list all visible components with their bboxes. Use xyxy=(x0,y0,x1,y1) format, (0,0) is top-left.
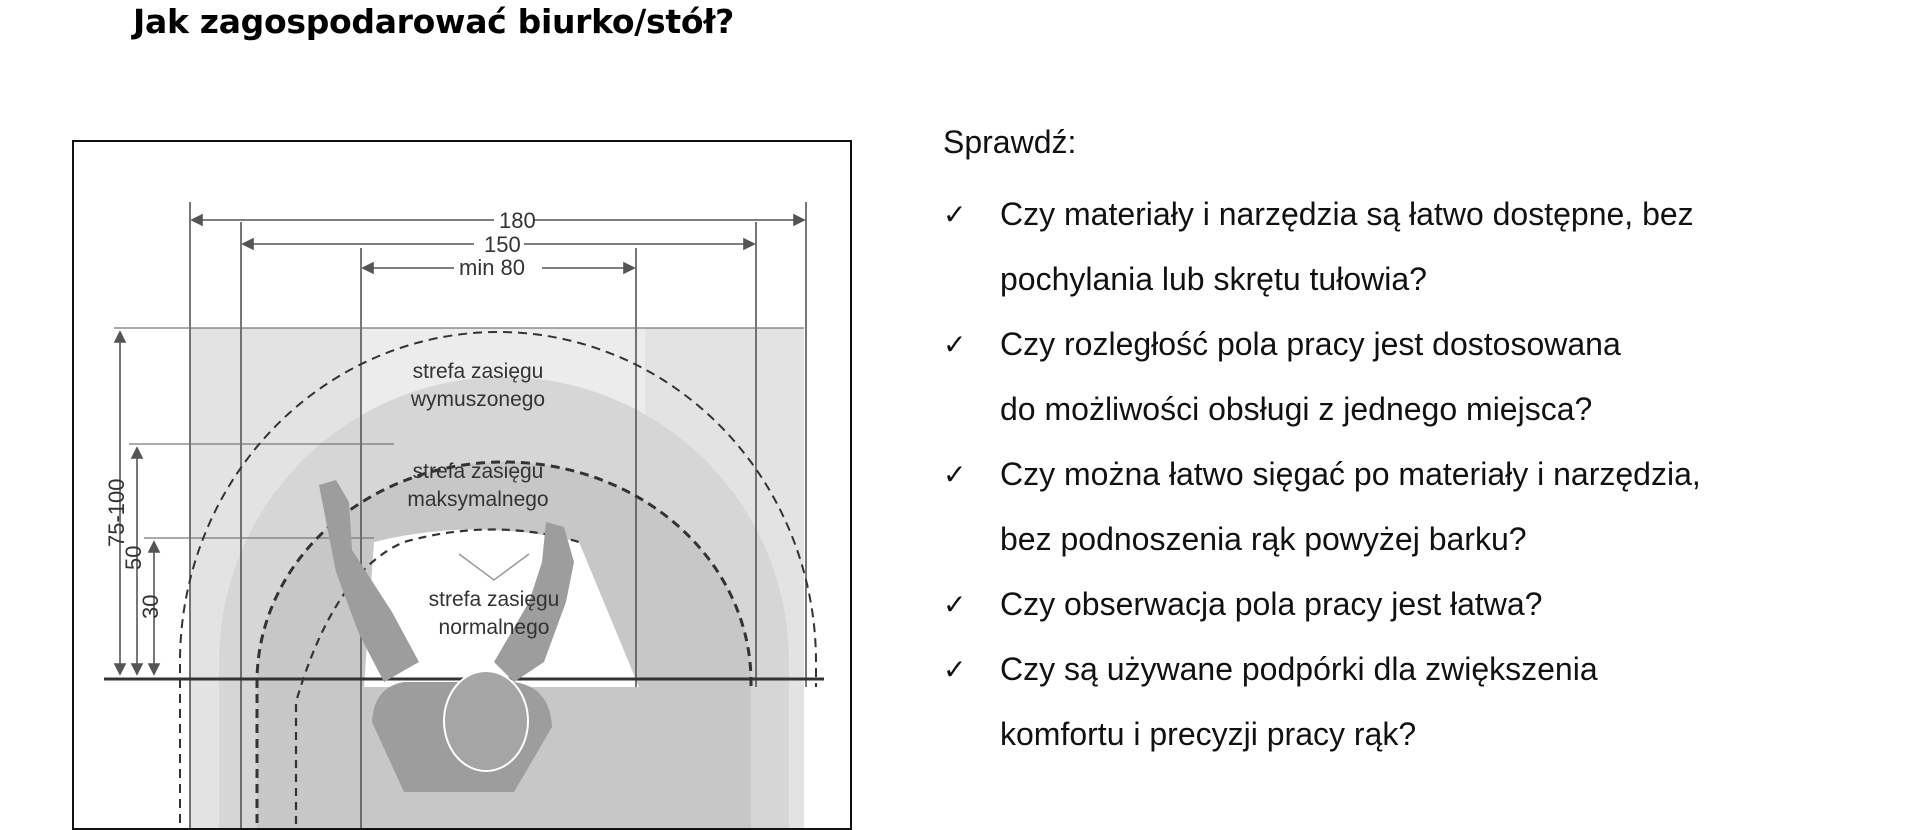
checklist-panel xyxy=(943,118,1843,767)
label-30: 30 xyxy=(138,595,163,619)
checklist-item-line: Czy rozległość pola pracy jest dostosowana xyxy=(1000,312,1621,377)
checklist-item-line: pochylania lub skrętu tułowia? xyxy=(1000,247,1694,312)
label-150: 150 xyxy=(484,232,521,257)
checklist-item-line: do możliwości obsługi z jednego miejsca? xyxy=(1000,377,1621,442)
checklist-item-line: bez podnoszenia rąk powyżej barku? xyxy=(1000,507,1701,572)
label-min80: min 80 xyxy=(459,255,525,280)
check-icon: ✓ xyxy=(943,442,1000,507)
check-icon: ✓ xyxy=(943,182,1000,247)
zone-labels xyxy=(407,360,559,639)
checklist-item xyxy=(943,312,1843,442)
zone-maximal-line2: maksymalnego xyxy=(407,488,548,511)
workspace-reach-diagram xyxy=(72,140,852,830)
checklist-item-line: Czy obserwacja pola pracy jest łatwa? xyxy=(1000,572,1542,637)
check-icon: ✓ xyxy=(943,572,1000,637)
checklist-item xyxy=(943,442,1843,572)
zone-forced-line1: strefa zasięgu xyxy=(413,360,544,383)
check-icon: ✓ xyxy=(943,312,1000,377)
checklist-item-line: Czy są używane podpórki dla zwiększenia xyxy=(1000,637,1598,702)
checklist-items xyxy=(943,182,1843,767)
zone-normal-line2: normalnego xyxy=(439,616,550,639)
page-title: Jak zagospodarować biurko/stół? xyxy=(133,2,734,41)
label-75-100: 75-100 xyxy=(104,478,129,547)
checklist-item xyxy=(943,572,1843,637)
label-50: 50 xyxy=(121,546,146,570)
zone-maximal-line1: strefa zasięgu xyxy=(413,460,544,483)
checklist-item-line: Czy można łatwo sięgać po materiały i narzędzia, xyxy=(1000,442,1701,507)
checklist-item-line: Czy materiały i narzędzia są łatwo dostępne, bez xyxy=(1000,182,1694,247)
checklist-item xyxy=(943,182,1843,312)
checklist-item xyxy=(943,637,1843,767)
label-180: 180 xyxy=(499,208,536,233)
zone-normal-line1: strefa zasięgu xyxy=(429,588,560,611)
checklist-item-line: komfortu i precyzji pracy rąk? xyxy=(1000,702,1598,767)
zone-forced-line2: wymuszonego xyxy=(410,388,545,411)
checklist-heading: Sprawdź: xyxy=(943,118,1843,166)
check-icon: ✓ xyxy=(943,637,1000,702)
reach-zones-svg xyxy=(74,142,852,830)
